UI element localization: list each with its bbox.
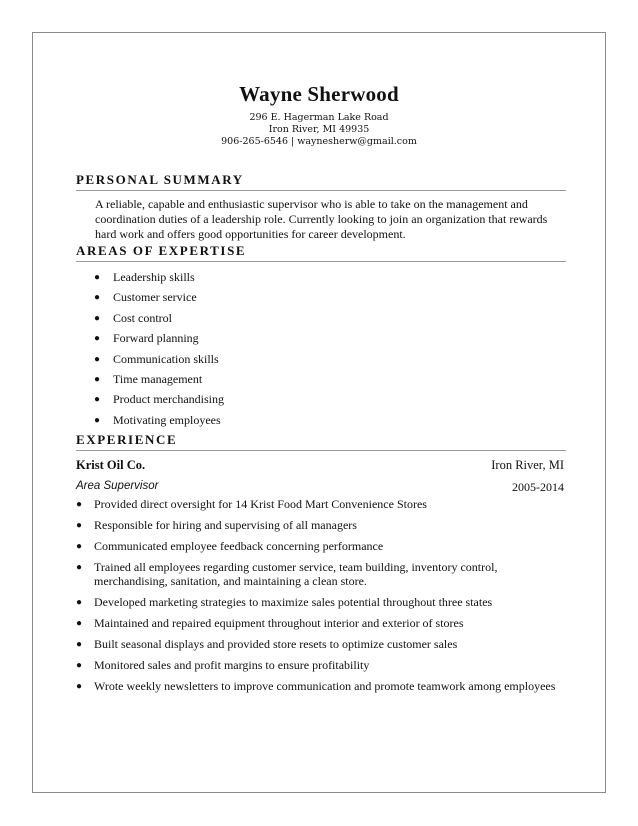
skills-list <box>94 270 224 433</box>
skill-label: Leadership skills <box>113 270 195 284</box>
skill-item <box>94 290 224 310</box>
skill-label: Product merchandising <box>113 392 224 407</box>
duty-text: Communicated employee feedback concerning performance <box>94 539 384 553</box>
duty-item <box>76 540 556 554</box>
skill-label: Cost control <box>113 310 172 325</box>
duty-text: Trained all employees regarding customer service, team building, inventory control, merchandising, sanitation, and maintaining a clean store. <box>94 560 498 588</box>
skill-item <box>94 311 224 331</box>
duty-text: Provided direct oversight for 14 Krist Food Mart Convenience Stores <box>94 497 427 511</box>
bullet-icon: ● <box>76 596 83 608</box>
skill-label: Forward planning <box>113 331 199 346</box>
skill-item <box>94 270 224 290</box>
bullet-icon: ● <box>94 333 101 345</box>
job-location: Iron River, MI <box>491 458 564 472</box>
bullet-icon: ● <box>94 394 101 406</box>
duty-item <box>76 680 556 694</box>
bullet-icon: ● <box>76 659 83 671</box>
bullet-icon: ● <box>76 617 83 629</box>
bullet-icon: ● <box>76 638 83 650</box>
section-heading-experience: EXPERIENCE <box>76 432 566 451</box>
duties-list <box>76 498 556 693</box>
duty-text: Developed marketing strategies to maximize sales potential throughout three states <box>94 594 493 609</box>
skill-item <box>94 392 224 412</box>
bullet-icon: ● <box>94 292 101 304</box>
duty-item <box>76 519 556 533</box>
duty-item <box>76 659 556 673</box>
section-heading-expertise: AREAS OF EXPERTISE <box>76 243 566 262</box>
skill-label: Motivating employees <box>113 412 221 427</box>
duty-item <box>76 498 556 512</box>
duty-text: Wrote weekly newsletters to improve communication and promote teamwork among employees <box>94 678 556 693</box>
bullet-icon: ● <box>76 562 83 573</box>
duty-text: Responsible for hiring and supervising of all managers <box>94 518 357 532</box>
bullet-icon: ● <box>94 414 101 426</box>
duty-item <box>76 596 556 610</box>
contact-city: Iron River, MI 49935 <box>268 124 370 135</box>
duty-item <box>76 638 556 652</box>
skill-item <box>94 352 224 372</box>
bullet-icon: ● <box>94 312 101 324</box>
skill-item <box>94 413 224 433</box>
job-years: 2005-2014 <box>512 480 564 494</box>
skill-item <box>94 372 224 392</box>
duty-item <box>76 561 556 588</box>
bullet-icon: ● <box>76 680 83 692</box>
job-company: Krist Oil Co. <box>76 458 146 472</box>
skill-label: Time management <box>113 371 203 386</box>
skill-label: Communication skills <box>113 351 219 366</box>
bullet-icon: ● <box>94 272 101 283</box>
duty-text: Maintained and repaired equipment throughout interior and exterior of stores <box>94 615 464 630</box>
duty-text: Monitored sales and profit margins to ensure profitability <box>94 657 370 672</box>
bullet-icon: ● <box>76 541 83 552</box>
job-title: Area Supervisor <box>76 480 159 492</box>
bullet-icon: ● <box>76 499 83 510</box>
bullet-icon: ● <box>94 353 101 365</box>
skill-label: Customer service <box>113 290 197 305</box>
skill-item <box>94 331 224 351</box>
resume-name: Wayne Sherwood <box>239 82 399 106</box>
contact-address: 296 E. Hagerman Lake Road <box>249 112 389 123</box>
summary-text: A reliable, capable and enthusiastic supervisor who is able to take on the management and coordination duties of a leadership role. Currently looking to join an organization that rewards hard work and offers good opportunities for career development. <box>95 197 548 241</box>
duty-item <box>76 617 556 631</box>
bullet-icon: ● <box>76 520 83 531</box>
bullet-icon: ● <box>94 373 101 385</box>
duty-text: Built seasonal displays and provided store resets to optimize customer sales <box>94 636 458 651</box>
contact-phone-email: 906-265-6546 | waynesherw@gmail.com <box>221 136 417 147</box>
section-heading-summary: PERSONAL SUMMARY <box>76 172 566 191</box>
